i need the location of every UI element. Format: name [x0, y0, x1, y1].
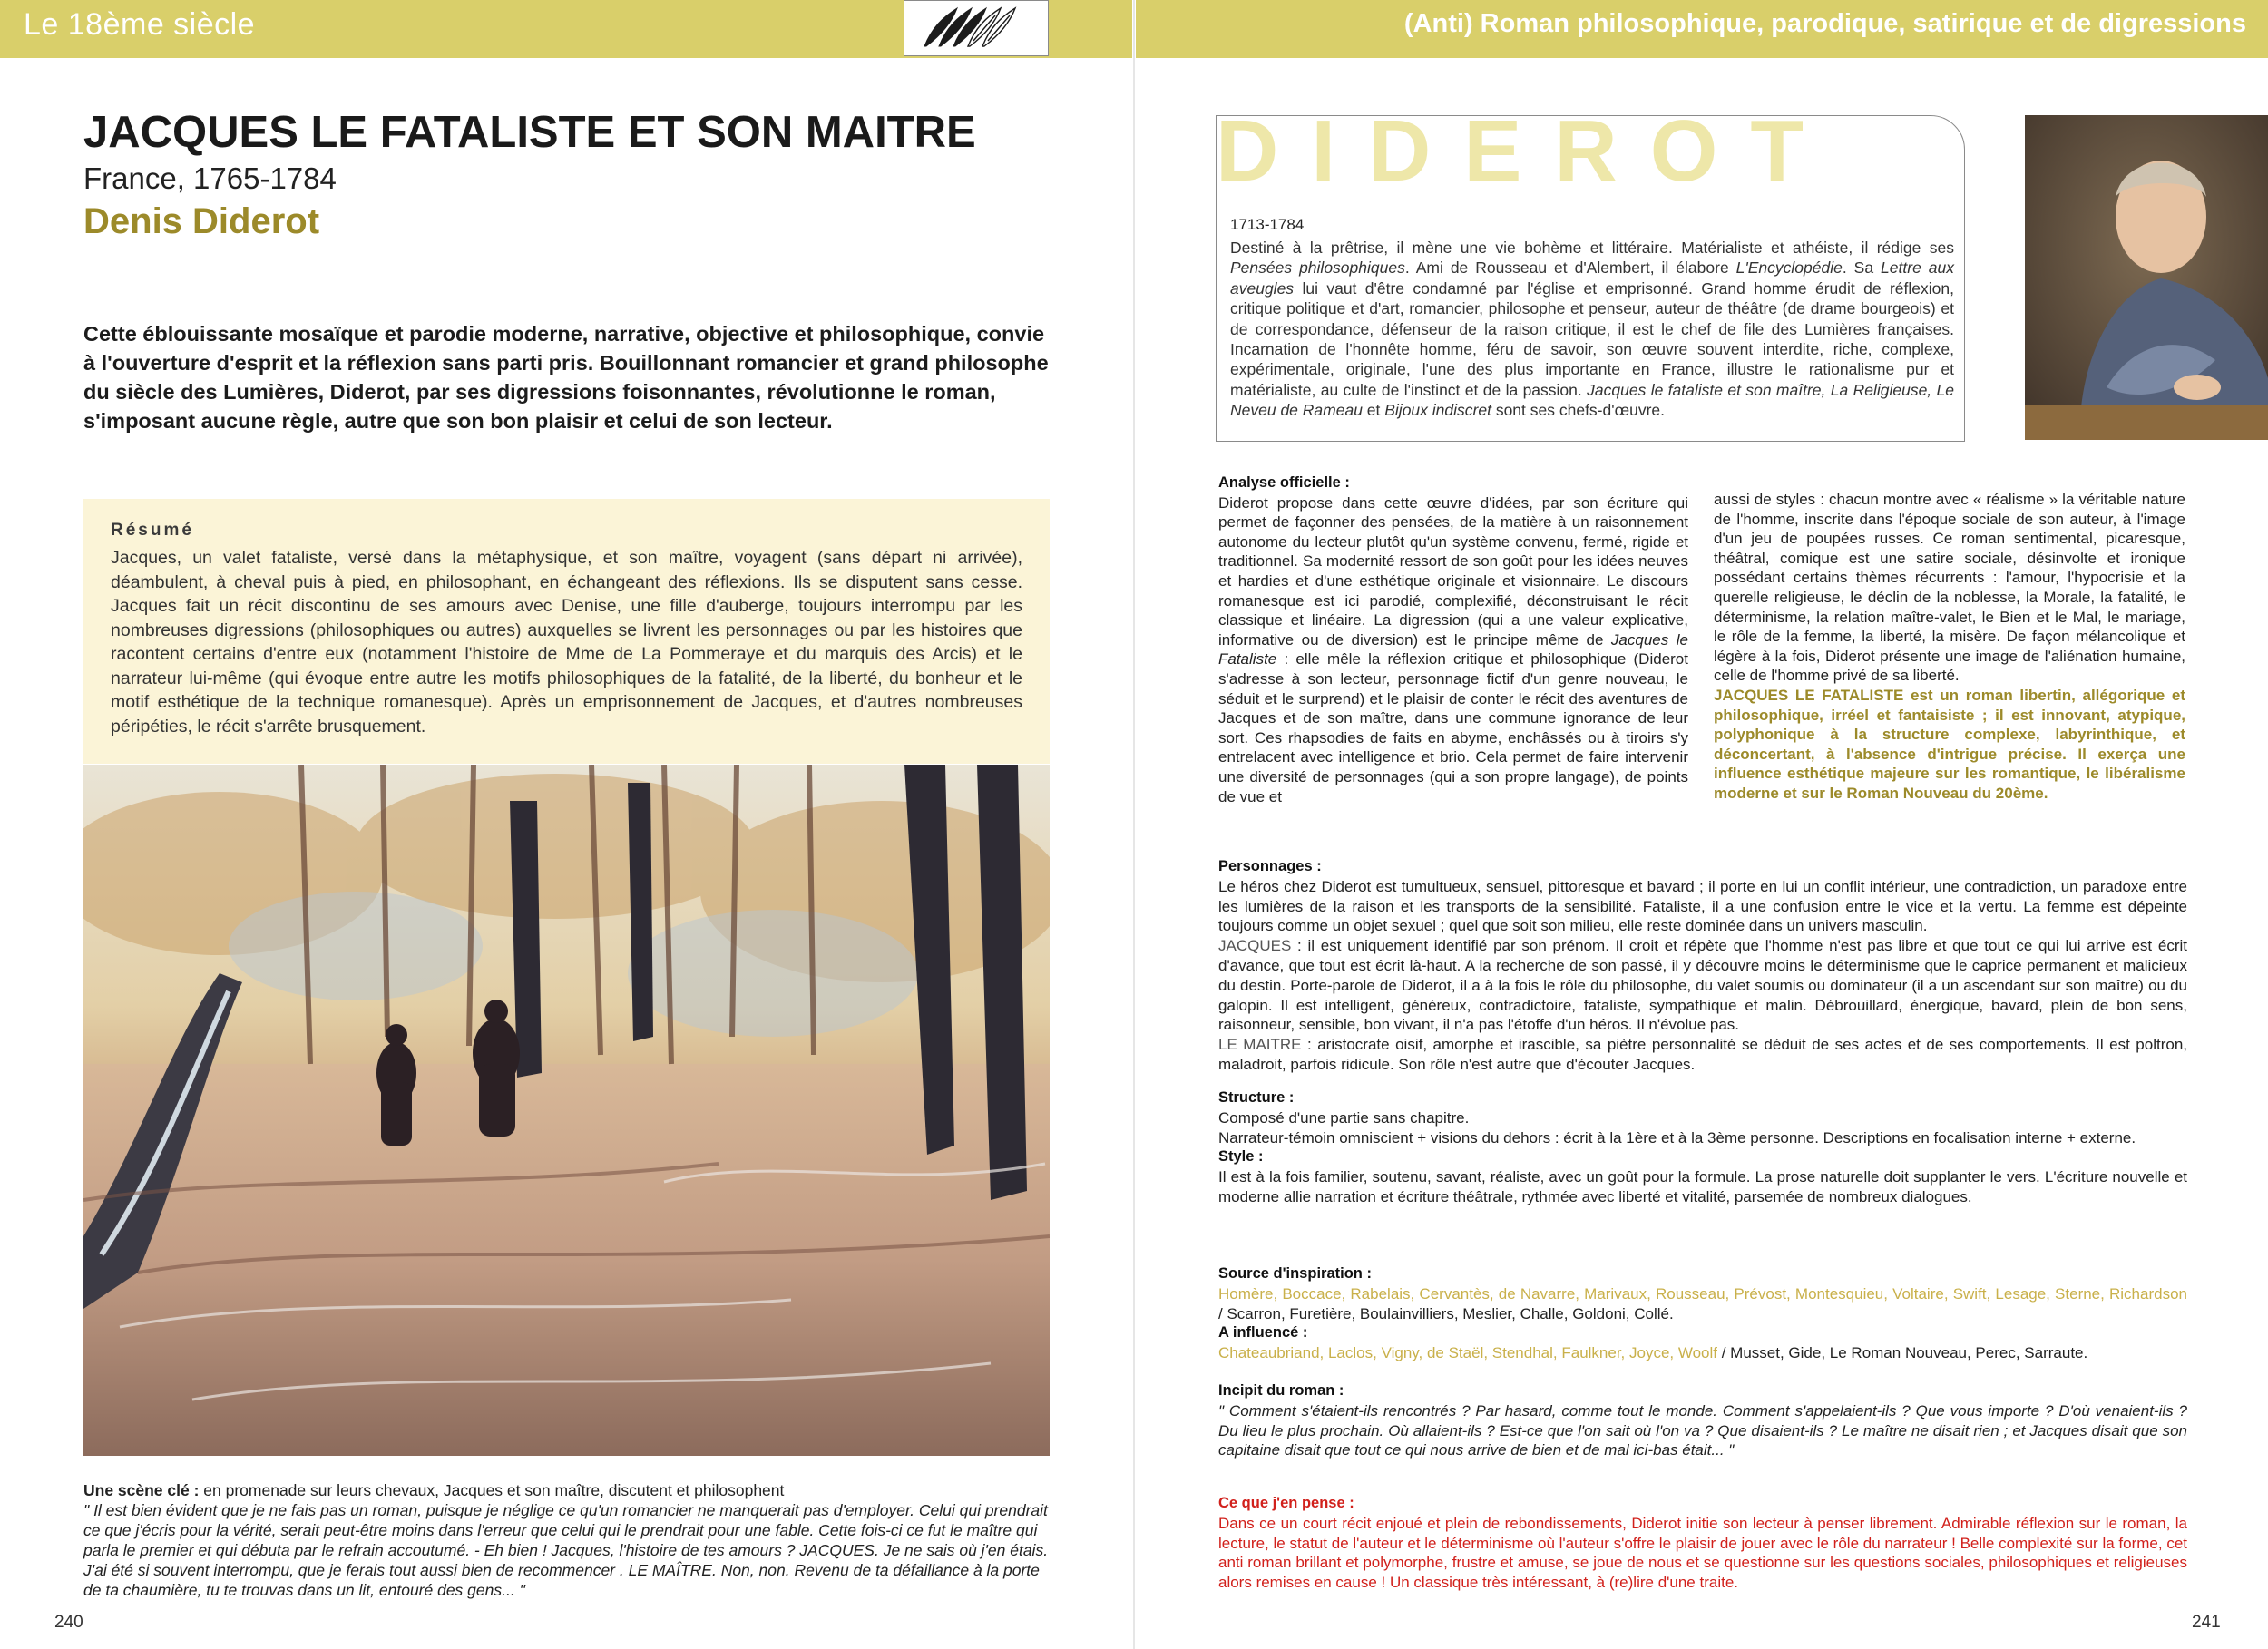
characters-section: [1218, 857, 2187, 1075]
source-rest: / Scarron, Furetière, Boulainvilliers, Meslier, Challe, Goldoni, Collé.: [1218, 1304, 1674, 1322]
characters-text: Le héros chez Diderot est tumultueux, sensuel, pittoresque et bavard ; il porte en lui un conflit intérieur, une contradiction, un paradoxe entre les lumières de la raison et les transports de la sensibilité. Fataliste, il a une confusion entre le vice et la vertu. La femme est dépeinte toujours comme un objet sexuel ; quel que soit son milieu, elle reste dominée dans un univers masculin.: [1218, 877, 2187, 935]
sources-section: [1218, 1264, 2187, 1363]
bio-text-part: . Sa: [1842, 259, 1882, 278]
page-number-right: 241: [2192, 1613, 2221, 1632]
page-gutter: [1133, 0, 1135, 1649]
structure-text: Composé d'une partie sans chapitre. Narrateur-témoin omniscient + visions du dehors : écrit à la 1ère et à la 3ème personne. Descriptions en focalisation interne + externe.: [1218, 1108, 2136, 1146]
bio-text-part: sont ses chefs-d'œuvre.: [1491, 401, 1666, 420]
biography-text: [1230, 238, 1954, 421]
style-label: Style :: [1218, 1148, 1264, 1166]
structure-section: [1218, 1088, 2187, 1207]
book-origin: France, 1765-1784: [83, 161, 337, 195]
key-scene-intro: en promenade sur leurs chevaux, Jacques et son maître, discutent et philosophent: [199, 1481, 785, 1499]
structure-label: Structure :: [1218, 1089, 1295, 1106]
bio-work-title: L'Encyclopédie: [1735, 259, 1843, 278]
opinion-text: Dans ce un court récit enjoué et plein de rebondissements, Diderot initie son lecteur à penser librement. Admirable réflexion sur le roman, la lecture, le statut de l'auteur et le déterminisme où l'auteur s'offre le plaisir de jouer avec le rôle du narrateur ! Belle complexité sur la forme, cet anti roman brillant et polymorphe, frustre et amuse, se joue de nous et se questionne sur les questions sociales, philosophiques et religieuses alors remises en cause ! Un classique très intéressant, à (re)lire d'une traite.: [1218, 1514, 2187, 1592]
biography-dates: 1713-1784: [1230, 216, 1305, 233]
analysis-column-left: [1218, 473, 1688, 806]
analysis-column-right: [1714, 490, 2185, 804]
opinion-label: Ce que j'en pense :: [1218, 1495, 1354, 1511]
bio-text-part: . Ami de Rousseau et d'Alembert, il élabore: [1404, 259, 1736, 278]
author-name: Denis Diderot: [83, 201, 320, 241]
incipit-text: " Comment s'étaient-ils rencontrés ? Par hasard, comme tout le monde. Comment s'appelaient-ils ? Que vous importe ? D'où venaient-ils ? Du lieu le plus prochain. Où allaient-ils ? Est-ce que l'on sait où l'on va ? Que disaient-ils ? Le maître ne disait rien ; et Jacques disait que son capitaine disait que tout ce qui nous arrive de bien et de mal ici-bas était... ": [1218, 1401, 2187, 1459]
page-number-left: 240: [54, 1613, 83, 1632]
influence-rest: / Musset, Gide, Le Roman Nouveau, Perec, Sarraute.: [1717, 1344, 2088, 1362]
bio-text-part: lui vaut d'être condamné par l'église et emprisonné. Grand homme érudit de réflexion, critique politique et d'art, romancier, philosophe et penseur, auteur de théâtre (de drame bourgeois) et de correspondance, défenseur de la raison critique, il est le chef de file des Lumières françaises. Incarnation de l'honnête homme, féru de savoir, son œuvre souvent interdite, riche, complexe, expérimentale, originale, l'une des plus importante en France, illustre le rationalisme pur et matérialiste, au culte de l'instinct et de la passion.: [1230, 278, 1954, 399]
summary-text: Jacques, un valet fataliste, versé dans la métaphysique, et son maître, voyagent (sans départ ni arrivée), déambulent, à cheval puis à pied, en philosophant, en échangeant des réflexions. Ils se disputent sans cesse. Jacques fait un récit discontinu de ses amours avec Denise, une fille d'auberge, toujours interrompu par les nombreuses digressions (philosophiques ou autres) auxquelles se livrent les personnages ou par les histoires que racontent certains d'entre eux (notamment l'histoire de Mme de La Pommeraye et du marquis des Arcis) et le narrateur lui-même (qui évoque entre autre les motifs philosophiques de la fatalité, de la liberté, du bonheur et le motif esthétique de la technique romanesque). Après un emprisonnement de Jacques, et d'autres nombreuses péripéties, le récit s'arrête brusquement.: [111, 548, 1022, 737]
maitre-label: LE MAITRE: [1218, 1036, 1302, 1054]
biography-author-name: DIDEROT: [1216, 102, 1836, 200]
bio-work-title: Jacques le fataliste et son maître, La Religieuse, Le Neveu de Rameau: [1230, 380, 1954, 420]
influence-label: A influencé :: [1218, 1324, 1308, 1342]
analysis-work-title: Jacques le Fataliste: [1218, 630, 1688, 668]
section-title: Le 18ème siècle: [24, 7, 256, 42]
intro-paragraph: Cette éblouissante mosaïque et parodie moderne, narrative, objective et philosophique, convie à l'ouverture d'esprit et la réflexion sans parti pris. Bouillonnant romancier et grand philosophe du siècle des Lumières, Diderot, par ses digressions foisonnantes, révolutionne le roman, s'imposant aucune règle, autre que son bon plaisir et celui de son lecteur.: [83, 322, 1049, 433]
style-text: Il est à la fois familier, soutenu, savant, réaliste, avec un goût pour la formule. La prose naturelle doit supplanter le vers. L'écriture nouvelle et moderne allie narration et écriture théâtrale, rythmée avec liberté et vitalité, parsemée de nombreux dialogues.: [1218, 1168, 2187, 1205]
genre-title: (Anti) Roman philosophique, parodique, satirique et de digressions: [1403, 9, 2246, 38]
summary-heading: Résumé: [111, 521, 194, 540]
incipit-section: [1218, 1381, 2187, 1460]
key-scene-quote: " Il est bien évident que je ne fais pas un roman, puisque je néglige ce qu'un romancier ne manquerait pas d'employer. Celui qui prendrait ce que j'écris pour la vérité, serait peut-être moins dans l'erreur que celui qui le prendrait pour une fable. Cette fois-ci ce fut le maître qui parla le premier et qui débuta par le refrain accoutumé. - Eh bien ! Jacques, l'histoire de tes amours ? JACQUES. Je ne sais où j'en étais. J'ai été si souvent interrompu, que je ferais tout aussi bien de recommencer . LE MAÎTRE. Non, non. Revenu de ta défaillance à la porte de ta chaumière, tu te trouvas dans un lit, entouré des gens... ": [83, 1501, 1049, 1599]
bio-text-part: Destiné à la prêtrise, il mène une vie bohème et littéraire. Matérialiste et athéiste, il rédige ses: [1230, 239, 1954, 257]
author-portrait: [2025, 115, 2268, 440]
analysis-text: Diderot propose dans cette œuvre d'idées, par son écriture qui permet de façonner des pensées, de la matière à un raisonnement autonome du lecteur plutôt qu'un système convenu, fermé, rigide et traditionnel. Sa modernité ressort de son goût pour les idées neuves et hardies et d'une esthétique originale et visionnaire. Le discours romanesque est ici parodié, complexifié, déconstruisant le récit classique et linéaire. La digression (qui a une valeur explicative, informative ou de diversion) est le principe même de: [1218, 493, 1688, 649]
jacques-label: JACQUES: [1218, 937, 1292, 955]
incipit-label: Incipit du roman :: [1218, 1382, 1344, 1399]
feathers-logo-icon: [904, 0, 1049, 56]
bio-work-title: Lettre aux aveugles: [1230, 259, 1954, 298]
bio-text-part: et: [1362, 401, 1385, 420]
jacques-text: : il est uniquement identifié par son prénom. Il croit et répète que l'homme n'est pas libre et que tout ce qui lui arrive est écrit d'avance, que tout est écrit là-haut. A la recherche de son passé, il y découvre moins le déterminisme que le caprice permanent et malicieux du destin. Porte-parole de Diderot, il a à la fois le rôle du philosophe, du valet soumis ou dominateur (il a un ascendant sur son maître) ou du galopin. Il est intelligent, généreux, contradictoire, fataliste, sympathique et malin. Débrouillard, énergique, bavard, plein de bon sens, raisonneur, sensible, bon vivant, il n'a pas l'étoffe d'un héros. Il n'évolue pas.: [1218, 937, 2187, 1034]
maitre-text: : aristocrate oisif, amorphe et irascible, sa piètre personnalité se déduit de ses actes et de ses comportements. Il est poltron, maladroit, parfois ridicule. Son rôle n'est autre que d'écouter Jacques.: [1218, 1036, 2187, 1073]
source-label: Source d'inspiration :: [1218, 1265, 1372, 1282]
book-title: JACQUES LE FATALISTE ET SON MAITRE: [83, 108, 976, 157]
analysis-text: : elle mêle la réflexion critique et philosophique (Diderot s'adresse à son lecteur, personnage fictif d'un genre nouveau, le séduit et le surprend) et le plaisir de conter le récit des aventures de Jacques et de son maître, dans une commune ignorance de leur sort. Ces rhapsodies de faits en abyme, enchâssés ou à tiroirs s'y entrelacent avec intelligence et brio. Cela permet de faire intervenir une diversité de personnages (qui a son propre langage), de points de vue et: [1218, 650, 1688, 805]
analysis-text: aussi de styles : chacun montre avec « réalisme » la véritable nature de l'homme, inscrite dans l'époque sociale de son auteur, à l'image d'un jeu de poupées russes. Ce roman sentimental, picaresque, théâtral, comique est une satire sociale, désinvolte et ironique possédant certains thèmes récurrents : l'amour, l'hypocrisie et la querelle religieuse, le déclin de la noblesse, la Morale, la fatalité, le déterminisme, la relation maître-valet, le Bien et le Mal, le mariage, le rôle de la femme, la liberté, la misère. De façon mélancolique et légère à la fois, Diderot présente une image de l'aliénation humaine, celle de l'homme privé de sa liberté.: [1714, 491, 2185, 685]
analysis-highlight: JACQUES LE FATALISTE est un roman libertin, allégorique et philosophique, irréel et fantaisiste ; il est innovant, atypique, polyphonique à la structure complexe, labyrinthique, et déconcertant, à l'absence d'intrigue précise. Il exerça une influence esthétique majeure sur les romantique, le libéralisme moderne et sur le Roman Nouveau du 20ème.: [1714, 686, 2185, 802]
analysis-label: Analyse officielle :: [1218, 474, 1350, 491]
key-scene-label: Une scène clé :: [83, 1481, 200, 1499]
bio-work-title: Pensées philosophiques: [1230, 259, 1405, 278]
opinion-section: [1218, 1494, 2187, 1593]
influence-highlight: Chateaubriand, Laclos, Vigny, de Staël, Stendhal, Faulkner, Joyce, Woolf: [1218, 1344, 1718, 1362]
bio-work-title: Bijoux indiscret: [1384, 401, 1491, 420]
characters-label: Personnages :: [1218, 858, 1322, 874]
key-scene: [83, 1480, 1059, 1600]
forest-riders-painting: [83, 765, 1050, 1456]
source-highlight: Homère, Boccace, Rabelais, Cervantès, de Navarre, Marivaux, Rousseau, Prévost, Montesquieu, Voltaire, Swift, Lesage, Sterne, Richardson: [1218, 1284, 2187, 1303]
